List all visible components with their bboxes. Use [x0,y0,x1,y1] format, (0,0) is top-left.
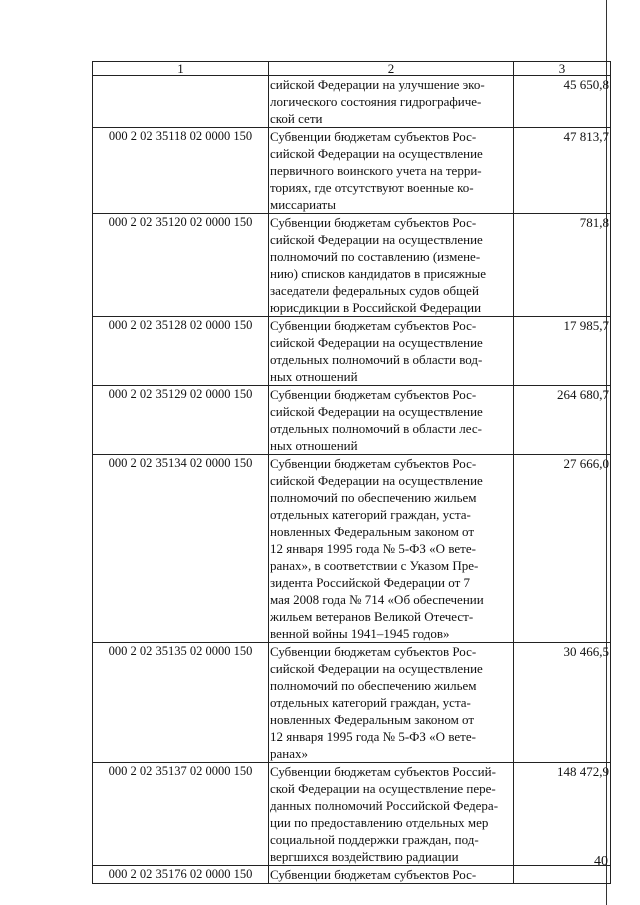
description-cell [269,386,514,455]
description-line: логического состояния гидрографиче- [270,94,482,109]
description-line: ториях, где отсутствуют военные ко- [270,180,474,195]
description-cell [269,763,514,866]
description-line: сийской Федерации на осуществление [270,146,483,161]
amount-cell: 17 985,7 [514,317,611,386]
table-row [93,386,611,455]
description-line: Субвенции бюджетам субъектов Рос- [270,318,477,333]
description-cell [269,455,514,643]
code-cell: 000 2 02 35135 02 0000 150 [93,643,269,763]
description-line: данных полномочий Российской Федера- [270,798,499,813]
description-line: миссариаты [270,197,336,212]
table-row [93,317,611,386]
description-line: ции по предоставлению отдельных мер [270,815,489,830]
header-col-1: 1 [93,62,269,76]
description-line: мая 2008 года № 714 «Об обеспечении [270,592,484,607]
code-cell: 000 2 02 35128 02 0000 150 [93,317,269,386]
amount-cell: 47 813,7 [514,128,611,214]
description-line: первичного воинского учета на терри- [270,163,482,178]
table-row [93,128,611,214]
description-line: вергшихся воздействию радиации [270,849,459,864]
description-line: Субвенции бюджетам субъектов Рос- [270,867,477,882]
description-line: отдельных полномочий в области лес- [270,421,482,436]
description-line: новленных Федеральным законом от [270,524,475,539]
description-line: ской Федерации на осуществление пере- [270,781,496,796]
description-line: отдельных категорий граждан, уста- [270,507,471,522]
code-cell: 000 2 02 35137 02 0000 150 [93,763,269,866]
header-row [93,62,611,76]
amount-cell: 30 466,5 [514,643,611,763]
header-col-3: 3 [514,62,611,76]
description-line: новленных Федеральным законом от [270,712,475,727]
code-cell [93,76,269,128]
description-cell [269,317,514,386]
description-line: сийской Федерации на осуществление [270,404,483,419]
description-cell [269,76,514,128]
description-line: социальной поддержки граждан, под- [270,832,479,847]
description-line: ных отношений [270,438,358,453]
description-line: отдельных категорий граждан, уста- [270,695,471,710]
description-line: полномочий по составлению (измене- [270,249,481,264]
budget-table [92,61,611,884]
code-cell: 000 2 02 35118 02 0000 150 [93,128,269,214]
table-row [93,643,611,763]
description-line: сийской Федерации на осуществление [270,232,483,247]
description-cell [269,866,514,884]
description-line: венной войны 1941–1945 годов» [270,626,450,641]
amount-cell: 27 666,0 [514,455,611,643]
description-line: ской сети [270,111,323,126]
table-row [93,76,611,128]
table-row [93,214,611,317]
description-cell [269,214,514,317]
amount-cell: 45 650,8 [514,76,611,128]
header-col-2: 2 [269,62,514,76]
description-line: отдельных полномочий в области вод- [270,352,483,367]
description-line: 12 января 1995 года № 5-ФЗ «О вете- [270,729,476,744]
description-line: юрисдикции в Российской Федерации [270,300,482,315]
description-line: сийской Федерации на улучшение эко- [270,77,485,92]
description-line: Субвенции бюджетам субъектов Рос- [270,215,477,230]
description-line: ранах», в соответствии с Указом Пре- [270,558,479,573]
code-cell: 000 2 02 35134 02 0000 150 [93,455,269,643]
description-line: полномочий по обеспечению жильем [270,678,477,693]
description-line: нию) списков кандидатов в присяжные [270,266,487,281]
description-line: зидента Российской Федерации от 7 [270,575,471,590]
code-cell: 000 2 02 35129 02 0000 150 [93,386,269,455]
code-cell: 000 2 02 35176 02 0000 150 [93,866,269,884]
description-line: ранах» [270,746,308,761]
description-line: сийской Федерации на осуществление [270,335,483,350]
description-cell [269,643,514,763]
table-row [93,866,611,884]
description-cell [269,128,514,214]
table-row [93,763,611,866]
description-line: полномочий по обеспечению жильем [270,490,477,505]
amount-cell: 264 680,7 [514,386,611,455]
description-line: жильем ветеранов Великой Отечест- [270,609,474,624]
page-number: 40 [594,854,608,869]
code-cell: 000 2 02 35120 02 0000 150 [93,214,269,317]
description-line: Субвенции бюджетам субъектов Рос- [270,387,477,402]
description-line: сийской Федерации на осуществление [270,661,483,676]
amount-cell: 148 472,9 [514,763,611,866]
description-line: сийской Федерации на осуществление [270,473,483,488]
description-line: Субвенции бюджетам субъектов Рос- [270,644,477,659]
description-line: Субвенции бюджетам субъектов Россий- [270,764,496,779]
description-line: Субвенции бюджетам субъектов Рос- [270,129,477,144]
description-line: ных отношений [270,369,358,384]
table-row [93,455,611,643]
description-line: 12 января 1995 года № 5-ФЗ «О вете- [270,541,476,556]
description-line: Субвенции бюджетам субъектов Рос- [270,456,477,471]
amount-cell: 781,8 [514,214,611,317]
description-line: заседатели федеральных судов общей [270,283,479,298]
